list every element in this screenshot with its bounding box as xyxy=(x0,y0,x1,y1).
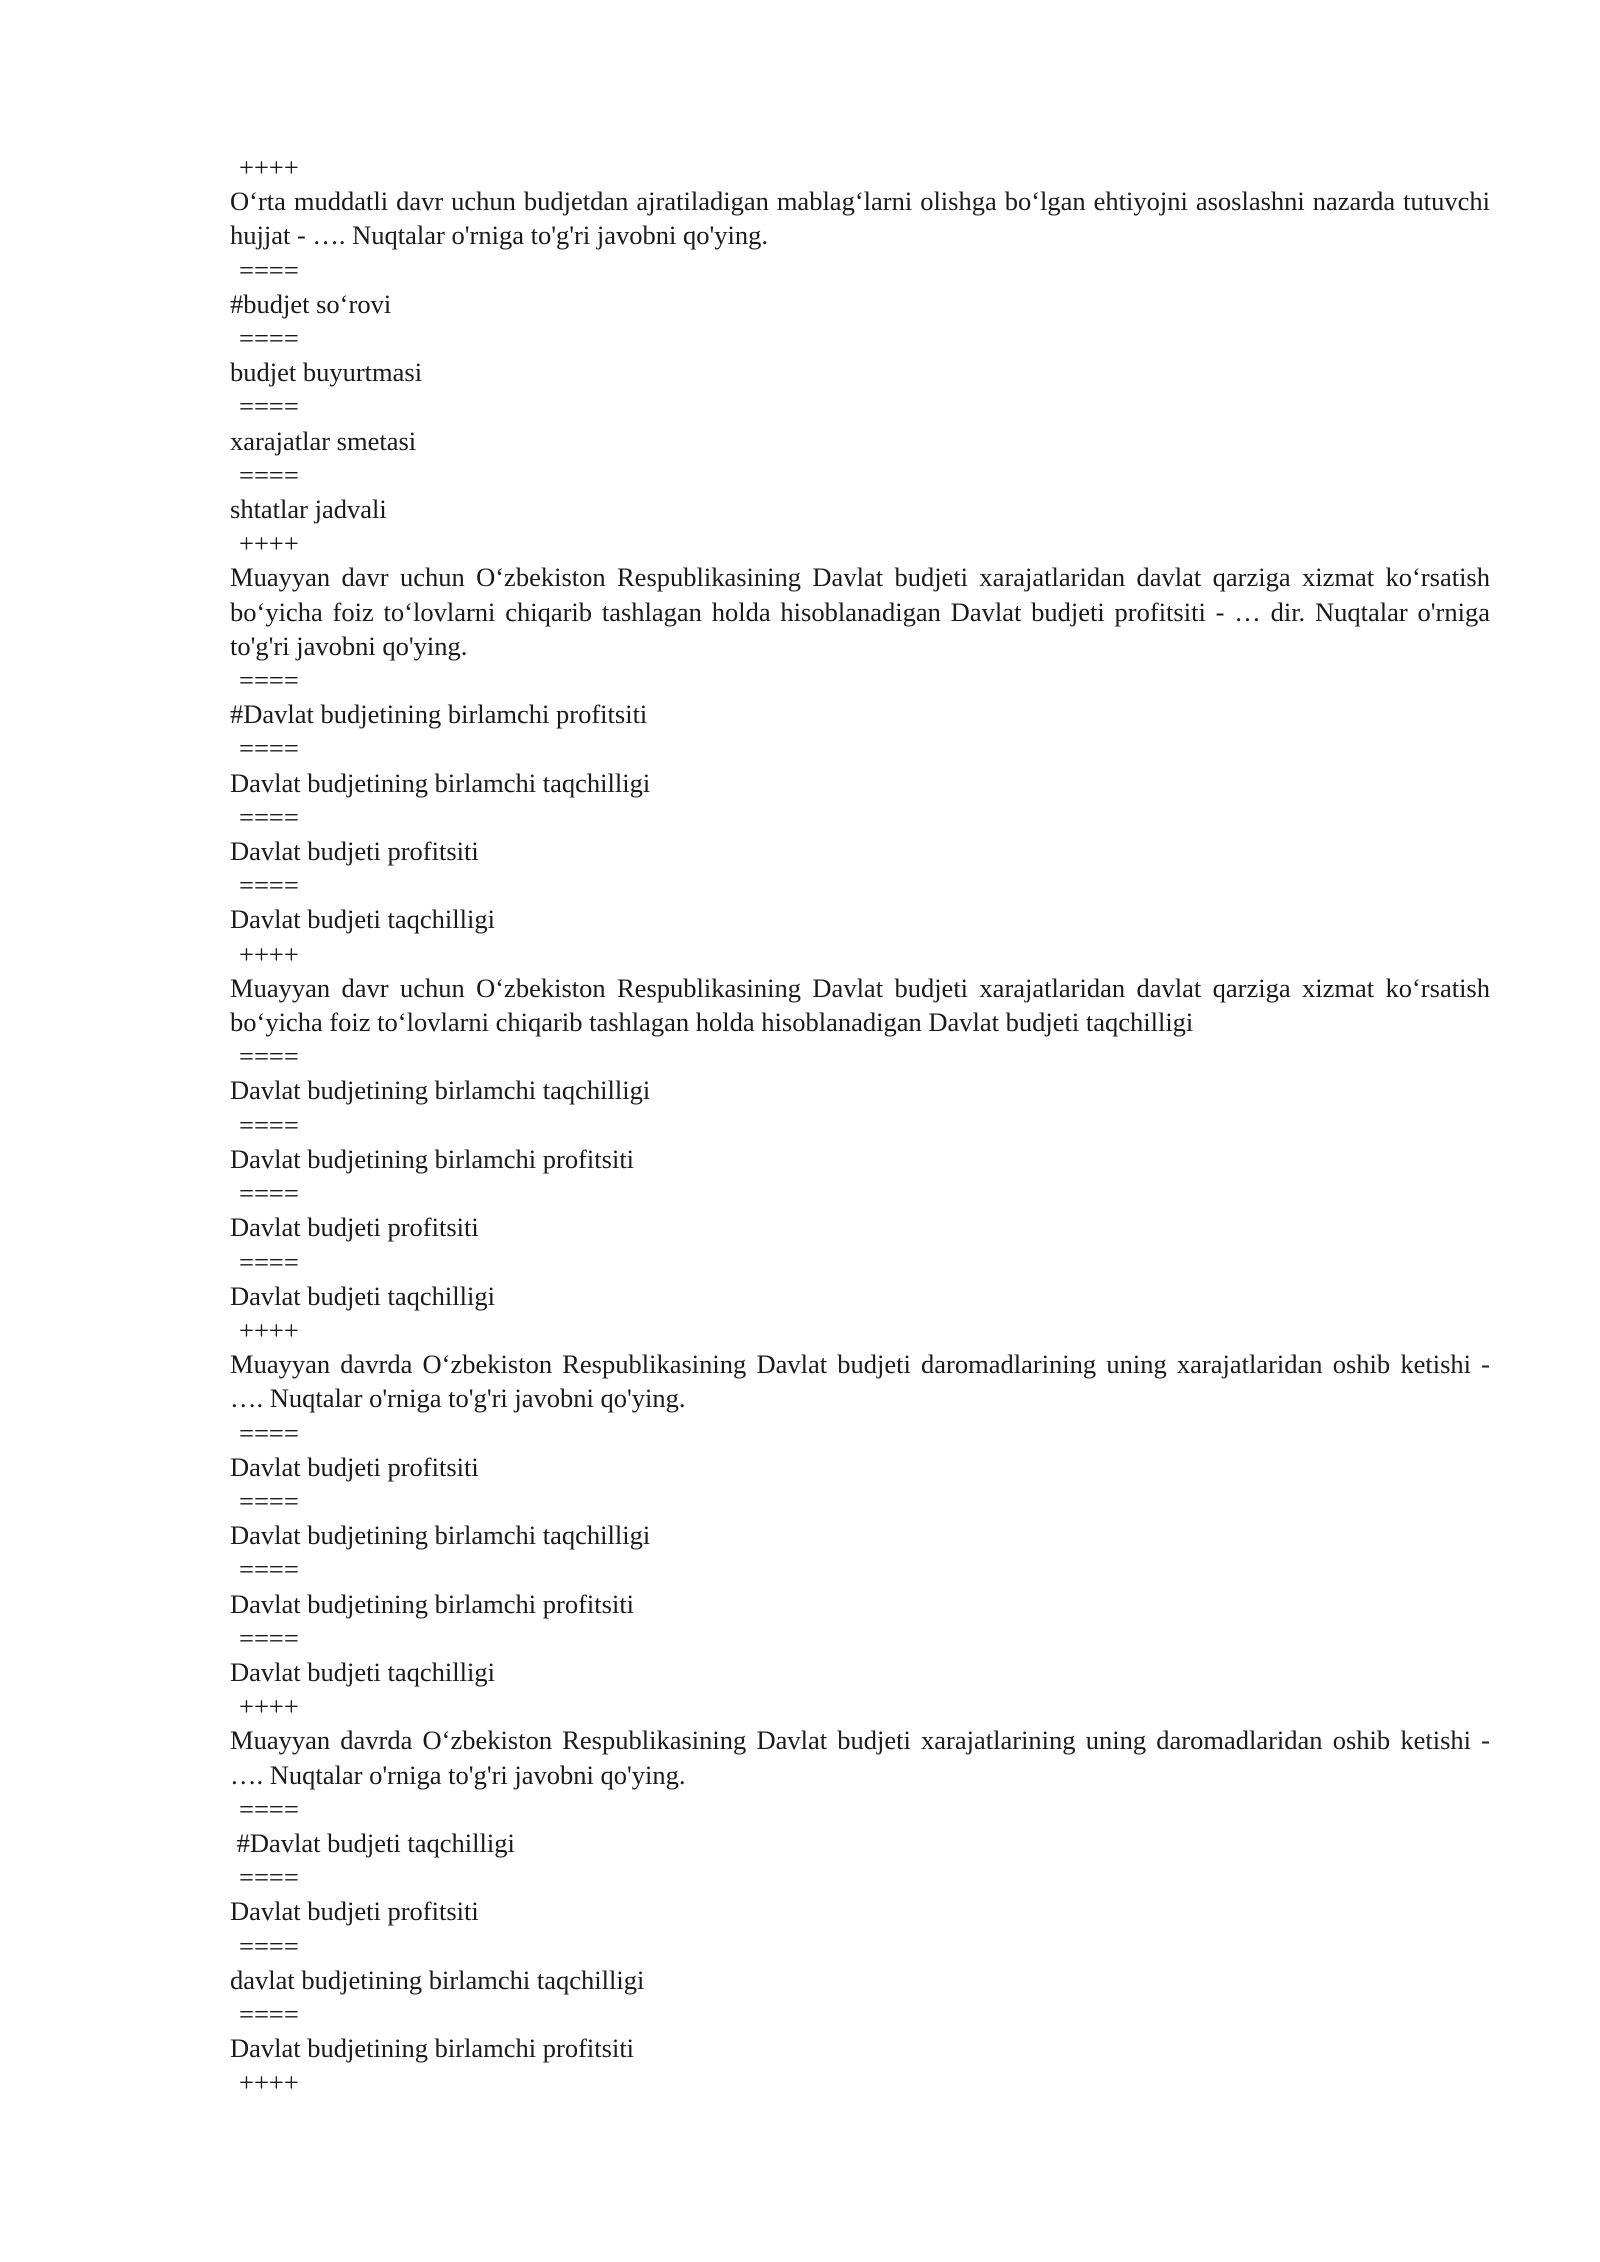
answer-option: Davlat budjeti taqchilligi xyxy=(230,904,495,935)
answer-option: Davlat budjeti profitsiti xyxy=(230,836,479,867)
option-separator: ==== xyxy=(239,1417,299,1448)
option-separator: ==== xyxy=(239,1109,299,1140)
question-text: Muayyan davrda O‘zbekiston Respublikasining Davlat budjeti xarajatlarining uning daromadlaridan oshib ketishi - …. Nuqtalar o'rniga to'g'ri javobni qo'ying. xyxy=(230,1725,1490,1790)
answer-option: Davlat budjetining birlamchi taqchilligi xyxy=(230,767,651,798)
option-separator: ==== xyxy=(239,733,299,764)
answer-option: Davlat budjetining birlamchi profitsiti xyxy=(230,2033,635,2064)
answer-option: budjet buyurtmasi xyxy=(230,357,423,388)
option-separator: ==== xyxy=(239,254,299,285)
answer-option: Davlat budjetining birlamchi taqchilligi xyxy=(230,1075,651,1106)
answer-option: #Davlat budjeti taqchilligi xyxy=(230,1827,515,1858)
answer-option: Davlat budjeti profitsiti xyxy=(230,1212,479,1243)
option-separator: ==== xyxy=(239,870,299,901)
question-block xyxy=(230,1347,1490,1689)
option-separator: ==== xyxy=(239,1930,299,1961)
question-separator: ++++ xyxy=(239,938,299,969)
option-separator: ==== xyxy=(239,1041,299,1072)
answer-option: Davlat budjeti profitsiti xyxy=(230,1896,479,1927)
question-separator: ++++ xyxy=(239,2067,299,2098)
option-separator: ==== xyxy=(239,391,299,422)
option-separator: ==== xyxy=(239,1178,299,1209)
question-text: Muayyan davrda O‘zbekiston Respublikasining Davlat budjeti daromadlarining uning xarajatlaridan oshib ketishi - …. Nuqtalar o'rniga to'g'ri javobni qo'ying. xyxy=(230,1349,1490,1414)
option-separator: ==== xyxy=(239,665,299,696)
answer-option: xarajatlar smetasi xyxy=(230,425,417,456)
answer-option: davlat budjetining birlamchi taqchilligi xyxy=(230,1964,645,1995)
question-separator: ++++ xyxy=(239,152,299,182)
question-text: Muayyan davr uchun O‘zbekiston Respublikasining Davlat budjeti xarajatlaridan davlat qarziga xizmat ko‘rsatish bo‘yicha foiz to‘lovlarni chiqarib tashlagan holda hisoblanadigan Davlat budjeti profitsiti - … dir. Nuqtalar o'rniga to'g'ri javobni qo'ying. xyxy=(230,562,1490,661)
option-separator: ==== xyxy=(239,1622,299,1653)
option-separator: ==== xyxy=(239,1485,299,1516)
question-text: Muayyan davr uchun O‘zbekiston Respublikasining Davlat budjeti xarajatlaridan davlat qarziga xizmat ko‘rsatish bo‘yicha foiz to‘lovlarni chiqarib tashlagan holda hisoblanadigan Davlat budjeti taqchilligi xyxy=(230,972,1490,1038)
question-block xyxy=(230,971,1490,1313)
document-page xyxy=(230,150,1490,2100)
answer-option: Davlat budjetining birlamchi taqchilligi xyxy=(230,1520,651,1551)
question-separator: ++++ xyxy=(239,528,299,559)
option-separator: ==== xyxy=(239,1998,299,2029)
option-separator: ==== xyxy=(239,801,299,832)
option-separator: ==== xyxy=(239,323,299,354)
answer-option: Davlat budjeti taqchilligi xyxy=(230,1280,495,1311)
option-separator: ==== xyxy=(239,1862,299,1893)
option-separator: ==== xyxy=(239,1554,299,1585)
answer-option: #budjet so‘rovi xyxy=(230,288,392,319)
answer-option: Davlat budjetining birlamchi profitsiti xyxy=(230,1143,635,1174)
option-separator: ==== xyxy=(239,1793,299,1824)
answer-option: Davlat budjeti taqchilligi xyxy=(230,1656,495,1687)
question-separator: ++++ xyxy=(239,1314,299,1345)
question-block xyxy=(230,560,1490,936)
question-block xyxy=(230,184,1490,526)
answer-option: #Davlat budjetining birlamchi profitsiti xyxy=(230,699,648,730)
question-text: O‘rta muddatli davr uchun budjetdan ajratiladigan mablag‘larni olishga bo‘lgan ehtiyojni asoslashni nazarda tutuvchi hujjat - …. Nuqtalar o'rniga to'g'ri javobni qo'ying. xyxy=(230,186,1490,251)
answer-option: Davlat budjeti profitsiti xyxy=(230,1451,479,1482)
answer-option: shtatlar jadvali xyxy=(230,494,387,525)
answer-option: Davlat budjetining birlamchi profitsiti xyxy=(230,1588,635,1619)
question-separator: ++++ xyxy=(239,1691,299,1722)
option-separator: ==== xyxy=(239,1246,299,1277)
question-block xyxy=(230,1723,1490,2065)
option-separator: ==== xyxy=(239,459,299,490)
